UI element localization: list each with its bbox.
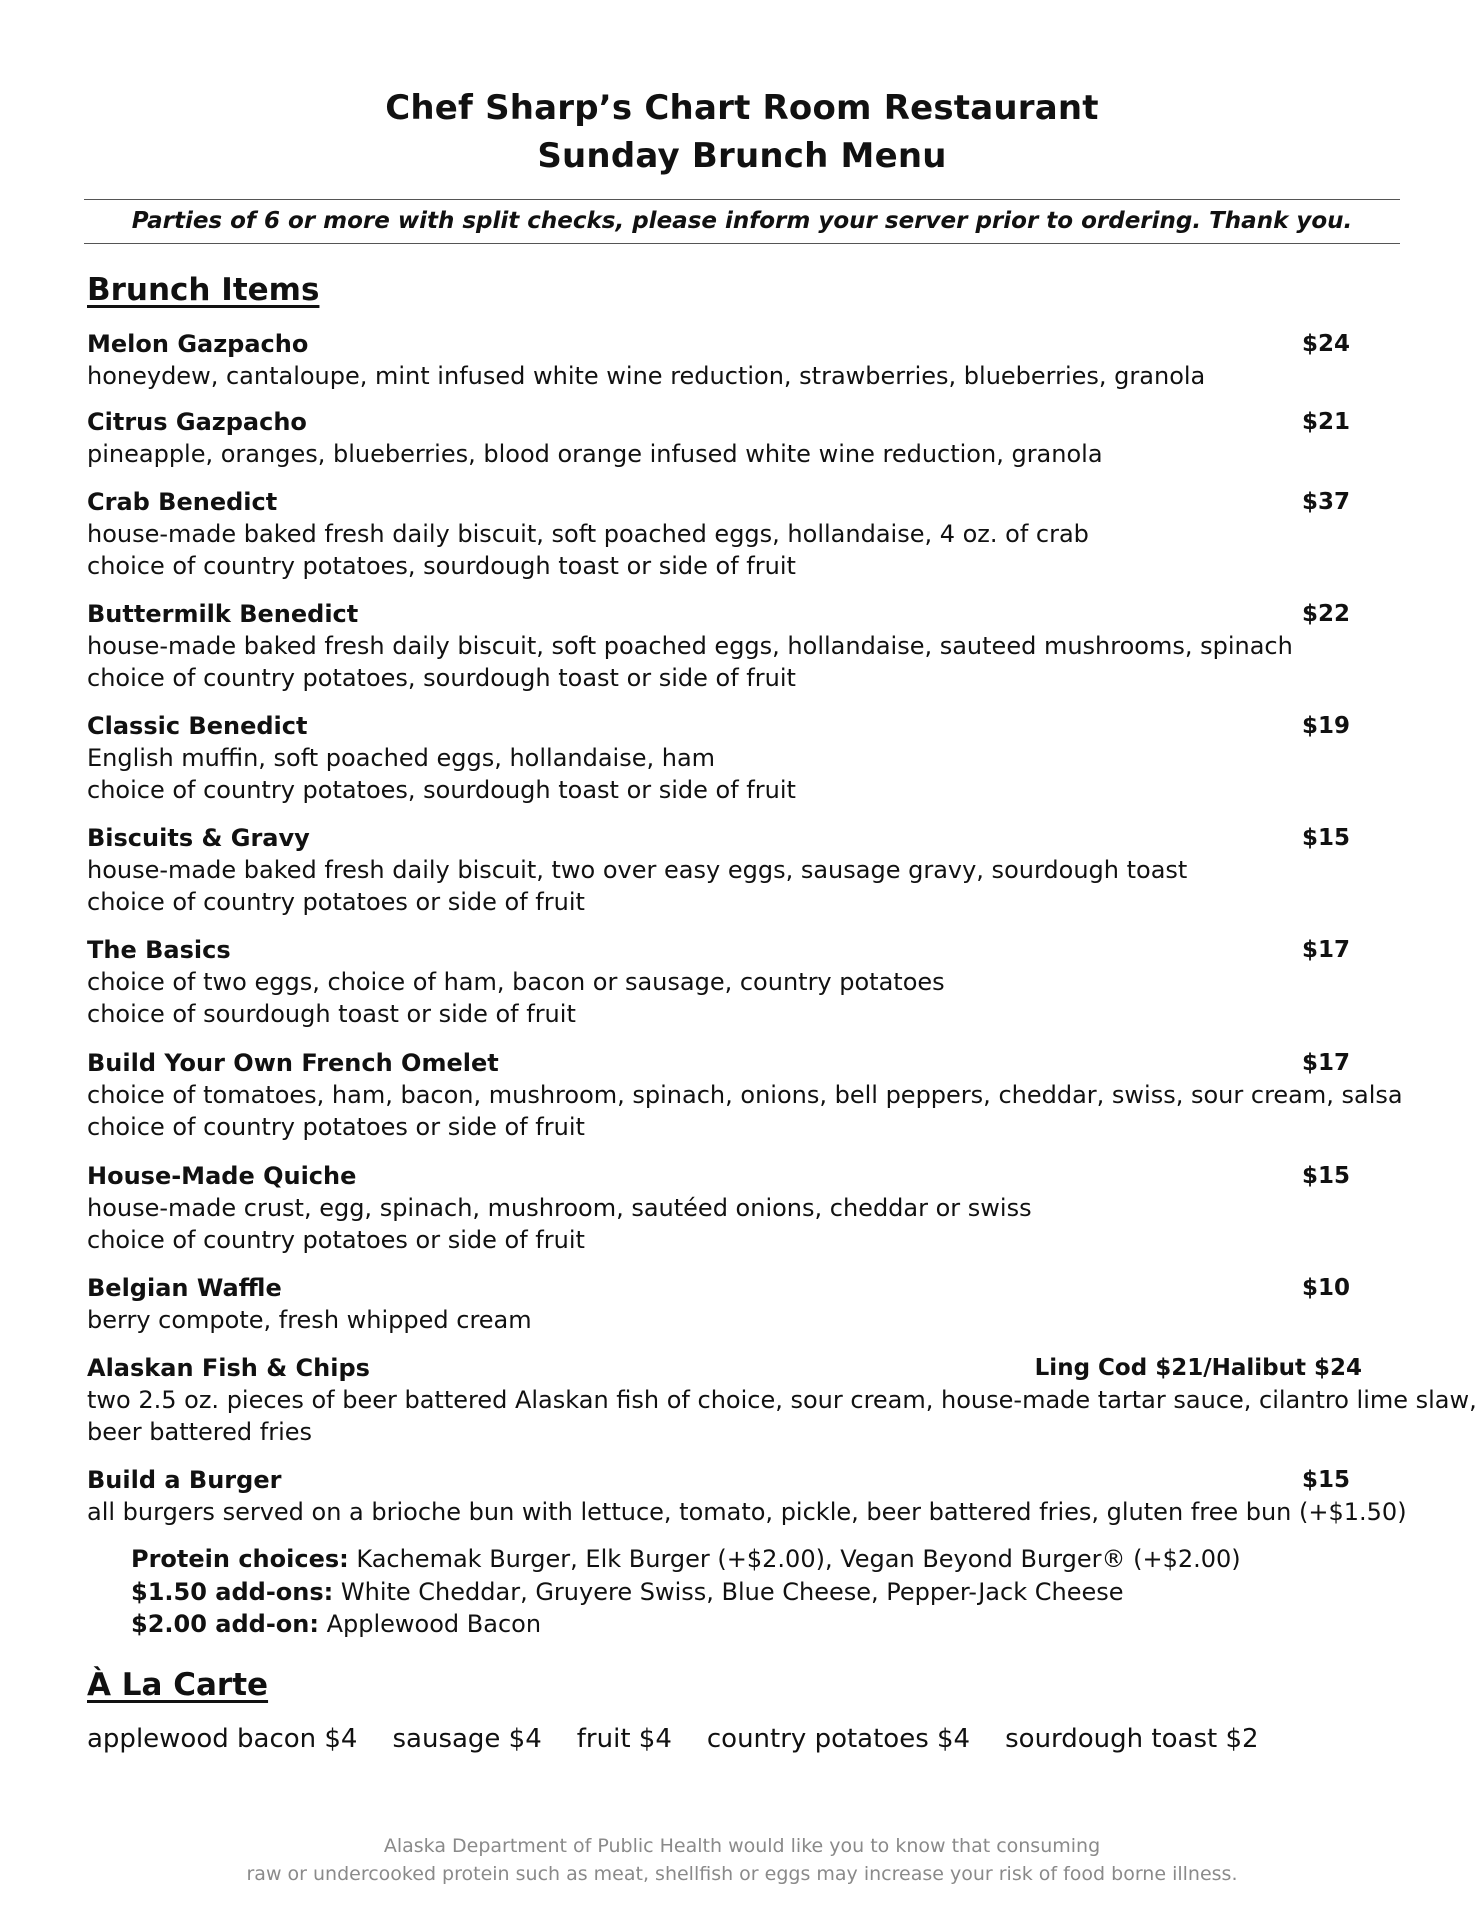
- cheese-addons: [131, 1576, 1241, 1609]
- menu-item: [87, 598, 1392, 694]
- item-price: $22: [1301, 601, 1350, 627]
- item-name: Melon Gazpacho: [87, 330, 309, 358]
- a-la-carte-item: sourdough toast $2: [1005, 1724, 1259, 1754]
- item-price: $24: [1301, 331, 1350, 357]
- item-name: Biscuits & Gravy: [87, 824, 310, 852]
- item-price: $21: [1301, 409, 1350, 435]
- menu-item: [87, 1272, 1392, 1336]
- item-description: house-made baked fresh daily biscuit, soft poached eggs, hollandaise, 4 oz. of crab: [87, 520, 1089, 548]
- item-name: House-Made Quiche: [87, 1162, 357, 1190]
- item-name: The Basics: [87, 936, 231, 964]
- a-la-carte-item: sausage $4: [392, 1724, 542, 1754]
- item-name: Classic Benedict: [87, 712, 308, 740]
- item-description: berry compote, fresh whipped cream: [87, 1306, 532, 1334]
- item-price: $15: [1301, 825, 1350, 851]
- item-price: $17: [1301, 1050, 1350, 1076]
- item-name: Alaskan Fish & Chips: [87, 1354, 370, 1382]
- disclaimer-line: raw or undercooked protein such as meat, shellfish or eggs may increase your risk of food borne illness.: [246, 1863, 1238, 1885]
- item-description: house-made crust, egg, spinach, mushroom, sautéed onions, cheddar or swiss: [87, 1194, 1032, 1222]
- option-label: $2.00 add-on:: [131, 1610, 319, 1638]
- item-price: $37: [1301, 489, 1350, 515]
- item-name: Build a Burger: [87, 1466, 282, 1494]
- bacon-addon: [131, 1608, 1241, 1641]
- item-description-sides: beer battered fries: [87, 1418, 313, 1446]
- item-name: Crab Benedict: [87, 488, 278, 516]
- menu-item: [87, 822, 1392, 918]
- menu-item: [87, 934, 1392, 1030]
- option-label: Protein choices:: [131, 1545, 349, 1573]
- brunch-items-heading: Brunch Items: [87, 272, 320, 308]
- item-description-sides: choice of country potatoes or side of fruit: [87, 1113, 585, 1141]
- item-price: $15: [1301, 1467, 1350, 1493]
- burger-options: [131, 1543, 1241, 1641]
- item-description-sides: choice of country potatoes or side of fruit: [87, 1226, 585, 1254]
- menu-item: [87, 486, 1392, 582]
- item-description-sides: choice of sourdough toast or side of fruit: [87, 1000, 576, 1028]
- item-description-sides: choice of country potatoes or side of fruit: [87, 888, 585, 916]
- item-description: house-made baked fresh daily biscuit, soft poached eggs, hollandaise, sauteed mushrooms, spinach: [87, 632, 1293, 660]
- a-la-carte-item: applewood bacon $4: [87, 1724, 358, 1754]
- menu-subtitle: Sunday Brunch Menu: [537, 136, 947, 176]
- menu-item: [87, 406, 1392, 470]
- a-la-carte-item: country potatoes $4: [706, 1724, 971, 1754]
- menu-item: [87, 1160, 1392, 1256]
- option-text: White Cheddar, Gruyere Swiss, Blue Cheese, Pepper-Jack Cheese: [333, 1577, 1124, 1606]
- item-description-sides: choice of country potatoes, sourdough toast or side of fruit: [87, 664, 796, 692]
- restaurant-title: Chef Sharp’s Chart Room Restaurant: [385, 88, 1099, 128]
- item-price: Ling Cod $21/Halibut $24: [1034, 1355, 1362, 1381]
- a-la-carte-list: [87, 1722, 1294, 1756]
- item-description: two 2.5 oz. pieces of beer battered Alaskan fish of choice, sour cream, house-made tartar sauce, cilantro lime slaw,: [87, 1386, 1477, 1414]
- item-description: choice of two eggs, choice of ham, bacon or sausage, country potatoes: [87, 968, 945, 996]
- menu-item: [87, 1352, 1477, 1448]
- disclaimer-line: Alaska Department of Public Health would like you to know that consuming: [383, 1835, 1101, 1857]
- option-text: Kachemak Burger, Elk Burger (+$2.00), Vegan Beyond Burger® (+$2.00): [348, 1545, 1241, 1573]
- option-label: $1.50 add-ons:: [131, 1577, 334, 1606]
- menu-item: [87, 1047, 1403, 1143]
- item-description: English muffin, soft poached eggs, hollandaise, ham: [87, 744, 716, 772]
- item-name: Build Your Own French Omelet: [87, 1049, 499, 1077]
- item-price: $15: [1301, 1163, 1350, 1189]
- item-name: Belgian Waffle: [87, 1274, 282, 1302]
- health-disclaimer: [0, 1832, 1484, 1888]
- item-description: choice of tomatoes, ham, bacon, mushroom, spinach, onions, bell peppers, cheddar, swiss, sour cream, salsa: [87, 1081, 1403, 1109]
- item-description: all burgers served on a brioche bun with lettuce, tomato, pickle, beer battered fries, gluten free bun (+$1.50): [87, 1498, 1407, 1526]
- a-la-carte-heading: À La Carte: [87, 1667, 269, 1703]
- item-description: house-made baked fresh daily biscuit, two over easy eggs, sausage gravy, sourdough toast: [87, 856, 1188, 884]
- menu-item: [87, 328, 1392, 392]
- menu-item: [87, 1464, 1407, 1528]
- menu-item: [87, 710, 1392, 806]
- item-name: Citrus Gazpacho: [87, 408, 307, 436]
- item-description-sides: choice of country potatoes, sourdough toast or side of fruit: [87, 776, 796, 804]
- item-name: Buttermilk Benedict: [87, 600, 359, 628]
- item-price: $10: [1301, 1275, 1350, 1301]
- item-description: honeydew, cantaloupe, mint infused white wine reduction, strawberries, blueberries, granola: [87, 362, 1206, 390]
- item-description-sides: choice of country potatoes, sourdough toast or side of fruit: [87, 552, 796, 580]
- item-price: $19: [1301, 713, 1350, 739]
- item-price: $17: [1301, 937, 1350, 963]
- item-description: pineapple, oranges, blueberries, blood orange infused white wine reduction, granola: [87, 440, 1103, 468]
- party-notice: Parties of 6 or more with split checks, please inform your server prior to ordering. Thank you.: [84, 199, 1400, 244]
- option-text: Applewood Bacon: [318, 1610, 542, 1638]
- protein-choices: [131, 1543, 1241, 1576]
- a-la-carte-item: fruit $4: [576, 1724, 672, 1754]
